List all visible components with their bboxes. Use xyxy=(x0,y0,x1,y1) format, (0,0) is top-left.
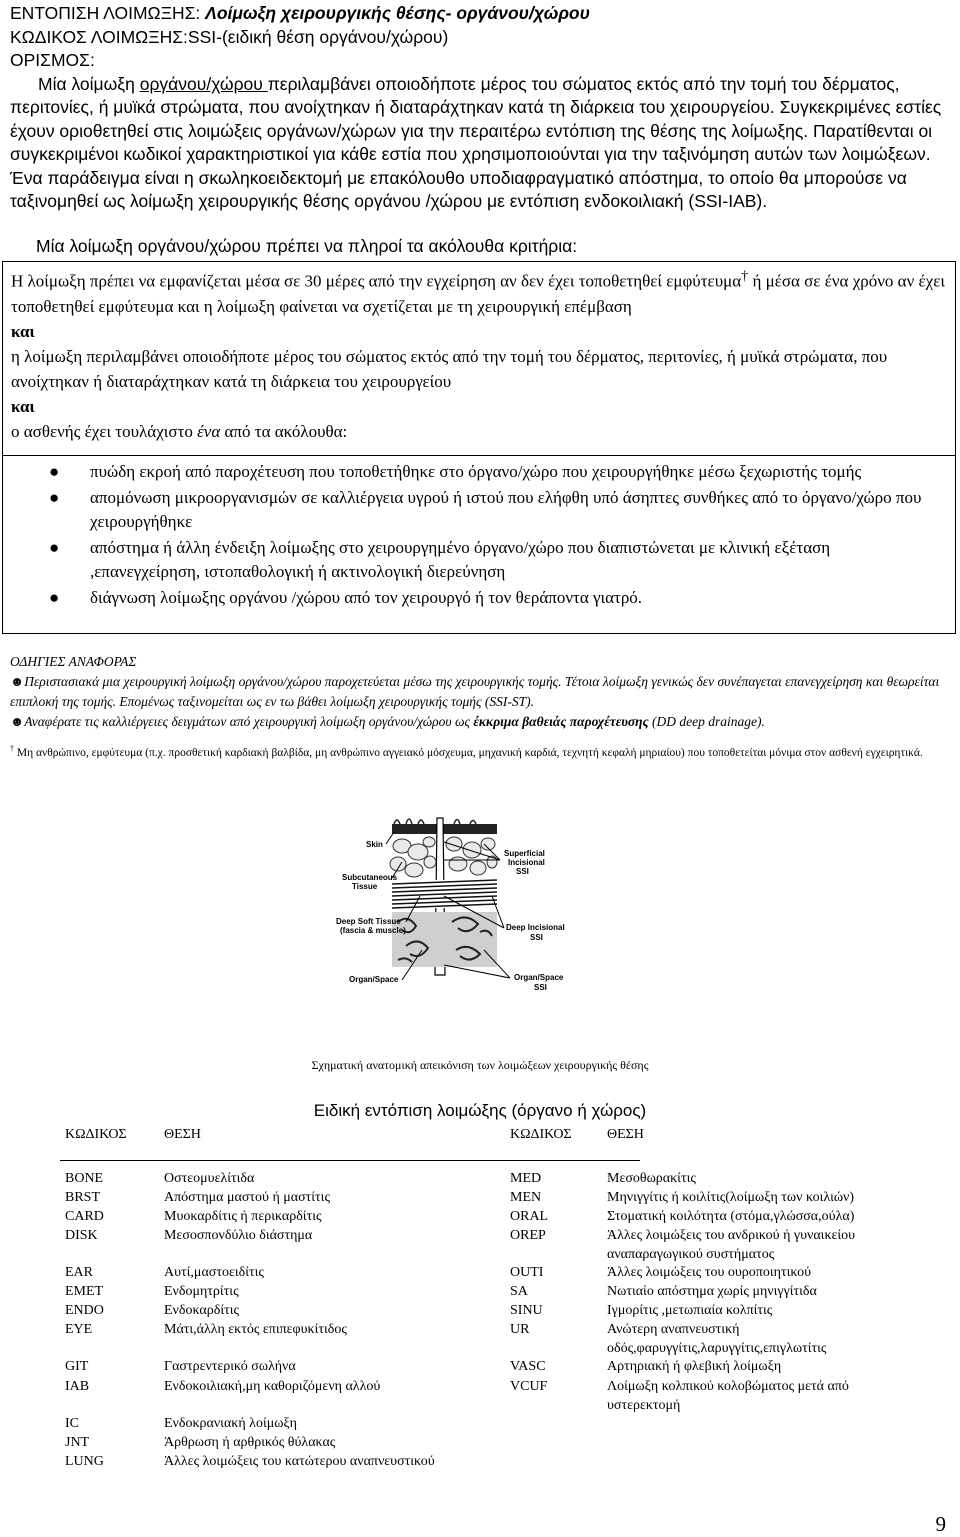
criterion-patient-text: ο ασθενής έχει τουλάχιστο xyxy=(11,421,198,441)
code-cell: SINU xyxy=(510,1303,543,1318)
header-code: ΚΩΔΙΚΟΣ xyxy=(510,1127,572,1142)
code-cell: LUNG xyxy=(65,1454,104,1469)
code-cell: EMET xyxy=(65,1284,104,1299)
code-cell: CARD xyxy=(65,1209,104,1224)
site-cell: Απόστημα μαστού ή μαστίτις xyxy=(164,1190,330,1205)
definition-text-rest: περιλαμβάνει οποιοδήποτε μέρος του σώματος εκτός από την τομή του δέρματος, περιτονίες, ή μυϊκά στρώματα, που ανοίχτηκαν ή διαταράχτηκαν κατά τη διάρκεια του χειρουργείου. Συγκεκριμένες εστίες έχουν οριοθετηθεί στις λοιμώξεις οργάνων/χώρων για την περαιτέρω εντόπιση της θέσης της λοίμωξης. Παρατίθενται οι συγκεκριμένοι κωδικοί χαρακτηριστικοί για κάθε εστία που χρησιμοποιούνται για την ταξινόμηση αυτών των λοιμώξεων. Ένα παράδειγμα είναι η σκωληκοειδεκτομή με επακόλουθο υποδιαφραγματικό απόστημα, το οποίο θα μπορούσε να ταξινομηθεί ως λοίμωξη χειρουργικής θέσης οργάνου /χώρου με εντόπιση ενδοκοιλιακή (SSI-IAB). xyxy=(10,73,942,211)
title-line xyxy=(10,2,950,26)
definition-text-start: Μία λοίμωξη xyxy=(38,73,140,94)
code-cell: SA xyxy=(510,1284,528,1299)
site-cell: Άλλες λοιμώξεις του ανδρικού ή γυναικείου αναπαραγωγικού συστήματος xyxy=(607,1228,856,1262)
table-row xyxy=(0,1169,960,1189)
table-row xyxy=(0,1433,960,1453)
table-row xyxy=(0,1226,960,1262)
site-cell: Ενδοκρανιακή λοίμωξη xyxy=(164,1416,297,1431)
smiley-icon: ☻ xyxy=(10,714,25,729)
criteria-box xyxy=(2,261,956,634)
skin-layer xyxy=(392,824,497,834)
code-cell: ORAL xyxy=(510,1209,549,1224)
note-2-bold: έκκριμα βαθειάς παροχέτευσης xyxy=(473,714,649,729)
site-cell: Ανώτερη αναπνευστική οδός,φαρυγγίτις,λαρυγγίτις,επιγλωτίτις xyxy=(607,1322,827,1356)
label-organ-ssi: Organ/Space xyxy=(514,973,564,982)
note-1-text: Περιστασιακά μια χειρουργική λοίμωξη οργάνου/χώρου παροχετεύεται μέσω της χειρουργικής τομής. Τέτοια λοίμωξη γενικώς δεν συνέπαγεται επανεγχείρηση και θεωρείται επιπλοκή της τομής. Επομένως ταξινομείται ως εν τω βάθει λοίμωξη χειρουργικής τομής (SSI-ST). xyxy=(10,674,940,709)
code-cell: MEN xyxy=(510,1190,542,1205)
site-cell: Μεσοσπονδύλιο διάστημα xyxy=(164,1228,313,1243)
table-row xyxy=(0,1357,960,1377)
code-cell: EAR xyxy=(65,1265,93,1280)
note-2 xyxy=(10,712,950,732)
header-site: ΘΕΣΗ xyxy=(164,1127,201,1142)
label-superficial-2: Incisional xyxy=(508,858,545,867)
criteria-intro: Μία λοίμωξη οργάνου/χώρου πρέπει να πληροί τα ακόλουθα κριτήρια: xyxy=(36,236,578,256)
list-item xyxy=(3,486,955,535)
criterion-patient-text-2: από τα ακόλουθα: xyxy=(220,421,348,441)
table-row xyxy=(0,1377,960,1413)
code-cell: IAB xyxy=(65,1379,90,1394)
footnote-text: Μη ανθρώπινο, εμφύτευμα (π.χ. προσθετική καρδιακή βαλβίδα, μη ανθρώπινο αγγειακό μόσχευμα, μηχανική καρδιά, τεχνητή κεφαλή μηριαίου) που τοποθετείται μόνιμα στον ασθενή εγχειρητικά. xyxy=(14,746,923,759)
title-value: Λοίμωξη χειρουργικής θέσης- οργάνου/χώρου xyxy=(205,3,590,23)
label-superficial-3: SSI xyxy=(516,867,529,876)
label-deep-incisional: Deep Incisional xyxy=(506,923,565,932)
and-connector: και xyxy=(11,396,35,416)
site-cell: Ενδοκαρδίτις xyxy=(164,1303,240,1318)
code-cell: DISK xyxy=(65,1228,98,1243)
bullet-icon: ● xyxy=(49,487,60,507)
definition-underlined: οργάνου/χώρου xyxy=(139,73,268,94)
site-cell: Αρτηριακή ή φλεβική λοίμωξη xyxy=(607,1359,782,1374)
code-cell: UR xyxy=(510,1322,530,1337)
code-cell: IC xyxy=(65,1416,79,1431)
note-2-text: Αναφέρατε τις καλλιέργειες δειγμάτων από χειρουργική λοίμωξη οργάνου/χώρου ως xyxy=(24,714,474,729)
site-cell: Αυτί,μαστοειδίτις xyxy=(164,1265,264,1280)
bullet-icon: ● xyxy=(49,537,60,557)
note-2-text-2: (DD deep drainage). xyxy=(648,714,765,729)
code-cell: EYE xyxy=(65,1322,93,1337)
dagger-mark: † xyxy=(741,268,749,284)
footnote xyxy=(10,740,950,762)
criterion-patient xyxy=(11,419,949,444)
and-connector: και xyxy=(11,321,35,341)
table-row xyxy=(0,1452,960,1472)
header-site: ΘΕΣΗ xyxy=(607,1127,644,1142)
definition-body xyxy=(10,73,950,214)
list-item xyxy=(3,536,955,585)
label-deep-soft: Deep Soft Tissue xyxy=(336,917,401,926)
table-row xyxy=(0,1207,960,1227)
list-item-text: πυώδη εκροή από παροχέτευση που τοποθετήθηκε στο όργανο/χώρο που χειρουργήθηκε μέσω ξεχωριστής τομής xyxy=(90,462,862,481)
site-cell: Γαστρεντερικό σωλήνα xyxy=(164,1359,296,1374)
label-subcutaneous: Subcutaneous xyxy=(342,873,398,882)
bullet-icon: ● xyxy=(49,462,60,481)
code-cell: BONE xyxy=(65,1171,104,1186)
criterion-location: η λοίμωξη περιλαμβάνει οποιοδήποτε μέρος του σώματος εκτός από την τομή του δέρματος, περιτονίες, ή μυϊκά στρώματα, που ανοίχτηκαν ή διαταράχτηκαν κατά τη διάρκεια του χειρουργείου xyxy=(11,346,888,391)
label-deep-soft-2: (fascia & muscle) xyxy=(340,926,406,935)
reporting-notes xyxy=(10,652,950,732)
criterion-timing xyxy=(11,264,949,319)
list-item xyxy=(3,586,955,611)
site-cell: Μεσοθωρακίτις xyxy=(607,1171,696,1186)
site-cell: Ενδομητρίτις xyxy=(164,1284,239,1299)
header-code: ΚΩΔΙΚΟΣ xyxy=(65,1127,127,1142)
site-cell: Άλλες λοιμώξεις του ουροποιητικού xyxy=(607,1265,812,1280)
site-cell: Ενδοκοιλιακή,μη καθοριζόμενη αλλού xyxy=(164,1379,381,1394)
criteria-divider xyxy=(3,455,955,456)
label-superficial: Superficial xyxy=(504,849,545,858)
criterion-timing-text-2: ή μέσα σε ένα χρόνο αν έχει τοποθετηθεί εμφύτευμα και η λοίμωξη φαίνεται να σχετίζεται με τη χειρουργική επέμβαση xyxy=(11,271,945,316)
figure-caption: Σχηματική ανατομική απεικόνιση των λοιμώξεων χειρουργικής θέσης xyxy=(311,1058,649,1072)
list-item-text: διάγνωση λοίμωξης οργάνου /χώρου από τον χειρουργό ή τον θεράποντα γιατρό. xyxy=(90,587,643,607)
code-cell: BRST xyxy=(65,1190,101,1205)
site-cell: Στοματική κοιλότητα (στόμα,γλώσσα,ούλα) xyxy=(607,1209,855,1224)
code-cell: VCUF xyxy=(510,1379,548,1394)
table-row xyxy=(0,1188,960,1208)
document-header xyxy=(10,2,950,214)
label-organ-ssi-2: SSI xyxy=(534,983,547,992)
anatomy-diagram xyxy=(294,800,649,1002)
site-cell: Ιγμορίτις ,μετωπιαία κολπίτις xyxy=(607,1303,773,1318)
site-cell: Άρθρωση ή αρθρικός θύλακας xyxy=(164,1435,336,1450)
label-skin: Skin xyxy=(366,840,383,849)
criteria-conditions xyxy=(11,264,949,444)
title-label: ΕΝΤΟΠΙΣΗ ΛΟΙΜΩΞΗΣ: xyxy=(10,3,201,23)
definition-label: ΟΡΙΣΜΟΣ: xyxy=(10,50,95,70)
organ-space-layer xyxy=(392,912,497,967)
table-row xyxy=(0,1301,960,1321)
site-cell: Μάτι,άλλη εκτός επιπεφυκίτιδος xyxy=(164,1322,347,1337)
table-row xyxy=(0,1263,960,1283)
label-subcutaneous-2: Tissue xyxy=(352,882,378,891)
smiley-icon: ☻ xyxy=(10,674,25,689)
criteria-list xyxy=(3,460,955,611)
notes-heading: ΟΔΗΓΙΕΣ ΑΝΑΦΟΡΑΣ xyxy=(10,654,137,669)
site-cell: Νωτιαίο απόστημα χωρίς μηνιγγίτιδα xyxy=(607,1284,817,1299)
deep-soft-tissue-layer xyxy=(392,880,497,908)
code-cell: JNT xyxy=(65,1435,90,1450)
site-cell: Μηνιγγίτις ή κοιλίτις(λοίμωξη των κοιλιών) xyxy=(607,1190,855,1205)
label-organ-space: Organ/Space xyxy=(349,975,399,984)
table-header-rule xyxy=(60,1160,640,1161)
list-item xyxy=(3,460,955,485)
code-cell: VASC xyxy=(510,1359,546,1374)
code-cell: GIT xyxy=(65,1359,89,1374)
label-deep-incisional-2: SSI xyxy=(530,933,543,942)
bullet-icon: ● xyxy=(49,587,60,607)
footnote-dagger: † xyxy=(10,744,14,753)
site-cell: Οστεομυελίτιδα xyxy=(164,1171,255,1186)
table-title: Ειδική εντόπιση λοιμώξης (όργανο ή χώρος) xyxy=(313,1101,647,1120)
site-cell: Μυοκαρδίτις ή περικαρδίτις xyxy=(164,1209,322,1224)
page-number: 9 xyxy=(935,1512,946,1536)
anatomy-figure xyxy=(294,800,649,1002)
list-item-text: απόστημα ή άλλη ένδειξη λοίμωξης στο χειρουργημένο όργανο/χώρο που διαπιστώνεται με κλινική εξέταση ,επανεγχείρηση, ιστοπαθολογική ή ακτινολογική διερεύνηση xyxy=(90,537,831,581)
list-item-text: απομόνωση μικροοργανισμών σε καλλιέργεια υγρού ή ιστού που ελήφθη υπό άσηπτες συνθήκες από το όργανο/χώρο που χειρουργήθηκε xyxy=(90,487,922,531)
table-row xyxy=(0,1282,960,1302)
code-cell: MED xyxy=(510,1171,542,1186)
table-row xyxy=(0,1320,960,1356)
code-cell: ENDO xyxy=(65,1303,104,1318)
table-row xyxy=(0,1414,960,1434)
note-1 xyxy=(10,672,950,712)
criterion-timing-text: Η λοίμωξη πρέπει να εμφανίζεται μέσα σε 30 μέρες από την εγχείρηση αν δεν έχει τοποθετηθεί εμφύτευμα xyxy=(11,271,742,291)
criterion-patient-emphasis: ένα xyxy=(197,421,221,441)
site-cell: Άλλες λοιμώξεις του κατώτερου αναπνευστικού xyxy=(164,1454,435,1469)
site-cell: Λοίμωξη κολπικού κολοβώματος μετά από υστερεκτομή xyxy=(607,1379,849,1413)
code-cell: OREP xyxy=(510,1228,546,1243)
code-cell: OUTI xyxy=(510,1265,544,1280)
code-line: ΚΩΔΙΚΟΣ ΛΟΙΜΩΞΗΣ:SSI-(ειδική θέση οργάνου/χώρου) xyxy=(10,26,449,47)
